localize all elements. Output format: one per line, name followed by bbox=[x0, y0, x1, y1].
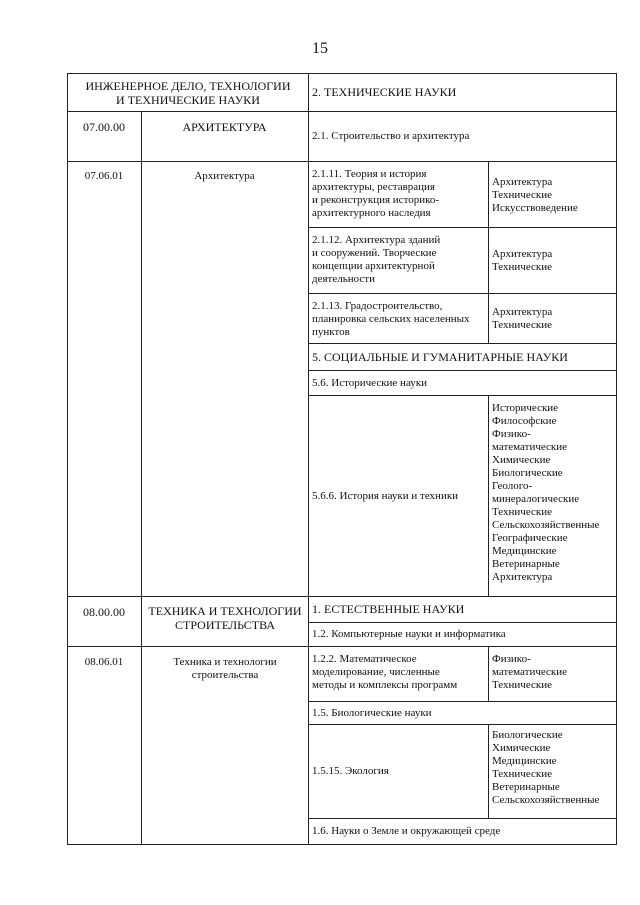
column-divider-branches bbox=[488, 646, 489, 701]
specialty-2-1-11: 2.1.11. Теория и история архитектуры, реставрация и реконструкция историко- архитектурного наследия bbox=[312, 168, 440, 219]
branches-1-5-15: Биологические Химические Медицинские Технические Ветеринарные Сельскохозяйственные bbox=[492, 729, 600, 806]
branches-1-2-2: Физико- математические Технические bbox=[492, 653, 568, 691]
code-08-06-01: 08.06.01 bbox=[84, 656, 124, 668]
row-divider bbox=[67, 646, 617, 647]
row-divider bbox=[67, 161, 617, 162]
row-divider bbox=[308, 227, 617, 228]
specialty-1-2-2: 1.2.2. Математическое моделирование, численные методы и комплексы программ bbox=[312, 653, 458, 691]
column-divider-branches bbox=[488, 161, 489, 343]
table-border-left bbox=[67, 73, 68, 845]
code-07-00-00: 07.00.00 bbox=[83, 120, 125, 134]
subgroup-computer-science: 1.2. Компьютерные науки и информатика bbox=[312, 628, 506, 640]
branches-5-6-6: Исторические Философские Физико- математические Химические Биологические Геолого- минералогические Технические Сельскохозяйственные Географические Медицинские Ветеринарные Архитектура bbox=[492, 402, 600, 583]
group-social-humanities: 5. СОЦИАЛЬНЫЕ И ГУМАНИТАРНЫЕ НАУКИ bbox=[312, 349, 568, 364]
name-engineering-construction-group: ТЕХНИКА И ТЕХНОЛОГИИ СТРОИТЕЛЬСТВА bbox=[148, 604, 302, 632]
section-title-technical-sciences: 2. ТЕХНИЧЕСКИЕ НАУКИ bbox=[312, 85, 457, 99]
branches-2-1-12: Архитектура Технические bbox=[492, 248, 553, 273]
row-divider bbox=[67, 111, 617, 112]
code-07-06-01: 07.06.01 bbox=[84, 170, 124, 182]
code-08-00-00: 08.00.00 bbox=[83, 605, 125, 619]
column-divider-branches bbox=[488, 395, 489, 596]
specialties-table bbox=[67, 73, 617, 845]
table-border-right bbox=[616, 73, 617, 845]
table-border-top bbox=[67, 73, 617, 74]
section-title-engineering: ИНЖЕНЕРНОЕ ДЕЛО, ТЕХНОЛОГИИ И ТЕХНИЧЕСКИЕ НАУКИ bbox=[85, 78, 291, 107]
subgroup-construction-architecture: 2.1. Строительство и архитектура bbox=[312, 130, 470, 142]
name-architecture: Архитектура bbox=[194, 170, 255, 182]
specialty-2-1-12: 2.1.12. Архитектура зданий и сооружений. Творческие концепции архитектурной деятельности bbox=[312, 234, 441, 285]
group-natural-sciences: 1. ЕСТЕСТВЕННЫЕ НАУКИ bbox=[312, 602, 465, 616]
name-architecture-group: АРХИТЕКТУРА bbox=[182, 120, 267, 134]
name-engineering-construction: Техника и технологии строительства bbox=[173, 656, 277, 681]
column-divider-code bbox=[141, 111, 142, 845]
branches-2-1-13: Архитектура Технические bbox=[492, 306, 553, 331]
specialty-2-1-13: 2.1.13. Градостроительство, планировка сельских населенных пунктов bbox=[312, 300, 470, 338]
specialty-5-6-6: 5.6.6. История науки и техники bbox=[312, 489, 459, 502]
row-divider bbox=[308, 293, 617, 294]
page-number: 15 bbox=[312, 40, 328, 57]
subgroup-earth-sciences: 1.6. Науки о Земле и окружающей среде bbox=[312, 825, 501, 837]
branches-2-1-11: Архитектура Технические Искусствоведение bbox=[492, 176, 578, 214]
column-divider-main bbox=[308, 73, 309, 845]
specialty-1-5-15: 1.5.15. Экология bbox=[312, 765, 389, 777]
subgroup-biological-sciences: 1.5. Биологические науки bbox=[312, 706, 432, 719]
subgroup-historical-sciences: 5.6. Исторические науки bbox=[312, 376, 428, 389]
table-border-bottom bbox=[67, 844, 617, 845]
column-divider-branches bbox=[488, 724, 489, 818]
